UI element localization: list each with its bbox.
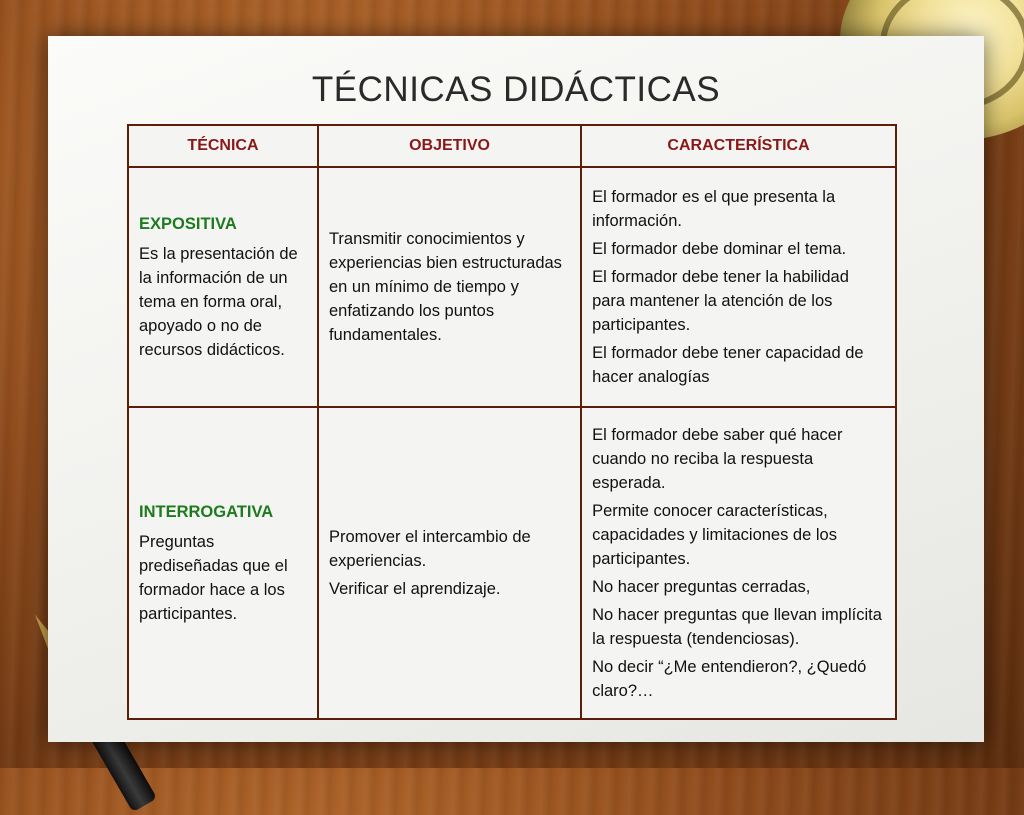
characteristic-text: No hacer preguntas que llevan implícita la respuesta (tendenciosas). — [592, 606, 882, 648]
characteristic-text: El formador debe dominar el tema. — [592, 240, 847, 258]
header-objetivo: OBJETIVO — [318, 125, 581, 167]
characteristic-text: No decir “¿Me entendieron?, ¿Quedó claro?… — [592, 658, 867, 700]
technique-description: Es la presentación de la información de un tema en forma oral, apoyado o no de recursos didácticos. — [139, 245, 298, 359]
cell-objetivo — [318, 167, 581, 407]
characteristic-text: El formador debe saber qué hacer cuando no reciba la respuesta esperada. — [592, 426, 843, 492]
cell-caracteristica — [581, 167, 896, 407]
table-row — [128, 167, 896, 407]
table-header-row — [128, 125, 896, 167]
objective-text: Verificar el aprendizaje. — [328, 580, 501, 598]
cell-objetivo — [318, 407, 581, 719]
technique-name: EXPOSITIVA — [139, 215, 237, 233]
characteristic-text: El formador es el que presenta la información. — [592, 188, 836, 230]
characteristic-text: El formador debe tener capacidad de hacer analogías — [592, 344, 864, 386]
characteristic-text: Permite conocer características, capacidades y limitaciones de los participantes. — [592, 502, 837, 568]
techniques-table — [127, 124, 897, 720]
technique-description: Preguntas prediseñadas que el formador hace a los participantes. — [139, 533, 288, 623]
cell-tecnica — [128, 407, 318, 719]
cell-caracteristica — [581, 407, 896, 719]
technique-name: INTERROGATIVA — [139, 503, 274, 521]
characteristic-text: El formador debe tener la habilidad para mantener la atención de los participantes. — [592, 268, 849, 334]
header-caracteristica: CARACTERÍSTICA — [581, 125, 896, 167]
objective-text: Promover el intercambio de experiencias. — [328, 528, 531, 570]
header-tecnica: TÉCNICA — [128, 125, 318, 167]
slide-title: TÉCNICAS DIDÁCTICAS — [311, 70, 721, 109]
cell-tecnica — [128, 167, 318, 407]
objective-text: Transmitir conocimientos y experiencias bien estructuradas en un mínimo de tiempo y enfatizando los puntos fundamentales. — [328, 230, 562, 344]
characteristic-text: No hacer preguntas cerradas, — [592, 578, 811, 596]
table-row — [128, 407, 896, 719]
